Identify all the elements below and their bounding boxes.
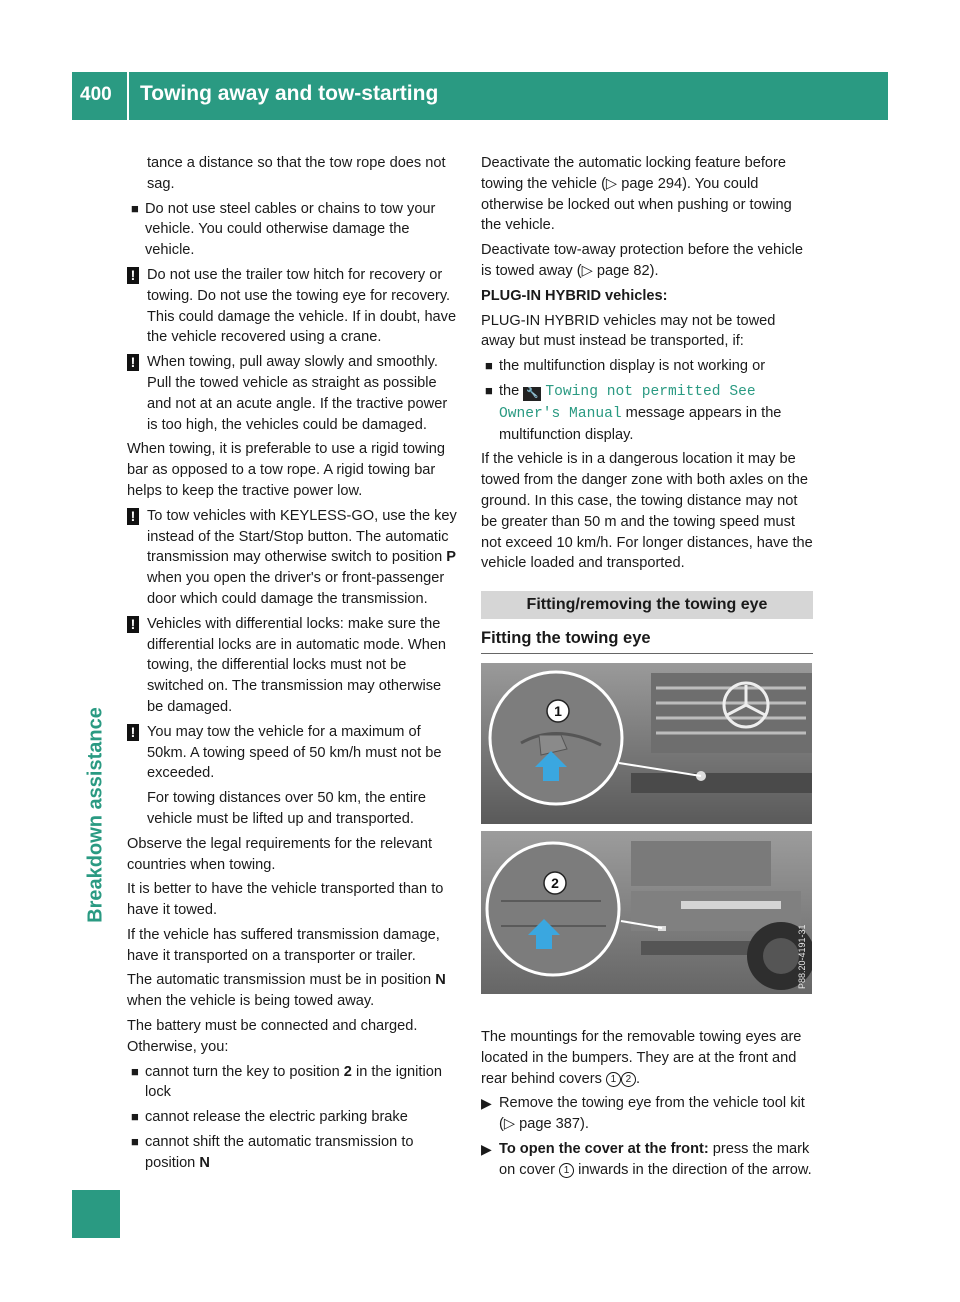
paragraph: If the vehicle has suffered transmission damage, have it transported on a transporter or trailer. — [127, 926, 440, 964]
right-column-bottom — [481, 1027, 813, 1185]
paragraph: Observe the legal requirements for the relevant countries when towing. — [127, 835, 433, 873]
section-side-label: Breakdown assistance — [84, 707, 107, 923]
warning-icon: ! — [127, 267, 139, 284]
subsection-rule — [481, 653, 813, 654]
paragraph: tance a distance so that the tow rope does not sag. — [147, 155, 446, 192]
paragraph: The mountings for the removable towing eyes are located in the bumpers. They are at the front and rear behind covers 1 2 . — [481, 1029, 802, 1087]
warning-note: ! Do not use the trailer tow hitch for recovery or towing. Do not use the towing eye for recovery. This could damage the vehicle. If in doubt, have the vehicle recovered using a crane. — [127, 265, 460, 348]
step-item: ▶ To open the cover at the front: press the mark on cover 1 inwards in the direction of the arrow. — [481, 1140, 812, 1178]
page-title: Towing away and tow-starting — [140, 82, 439, 105]
warning-note: ! When towing, pull away slowly and smoothly. Pull the towed vehicle as straight as possible and not at an acute angle. If the tractive power is too high, the vehicles could be damaged. — [127, 352, 460, 435]
paragraph: When towing, it is preferable to use a rigid towing bar as opposed to a tow rope. A rigid towing bar helps to keep the tractive power low. — [127, 441, 445, 499]
step-item: ▶ Remove the towing eye from the vehicle tool kit (▷ page 387). — [481, 1095, 805, 1133]
callout-ref-1: 1 — [606, 1072, 621, 1087]
paragraph: It is better to have the vehicle transported than to have it towed. — [127, 881, 444, 919]
paragraph: For towing distances over 50 km, the entire vehicle must be lifted up and transported. — [147, 790, 427, 827]
paragraph: Otherwise, you: — [127, 1038, 229, 1055]
callout-ref-1: 1 — [559, 1163, 574, 1178]
bullet-icon: ■ — [131, 1109, 139, 1125]
wrench-icon: 🔧 — [523, 387, 541, 401]
arrow-right-icon: ▶ — [481, 1140, 492, 1157]
paragraph: PLUG-IN HYBRID vehicles may not be towed away but must instead be transported, if: — [481, 312, 776, 350]
paragraph: Deactivate the automatic locking feature before towing the vehicle (▷ page 294). You could otherwise be locked out when pushing or towing the vehicle. — [481, 155, 792, 234]
warning-icon: ! — [127, 508, 139, 525]
warning-note: ! Vehicles with differential locks: make sure the differential locks are in automatic mode. When towing, the differential locks must not be switched on. The transmission may otherwise be damaged. — [127, 614, 460, 718]
page-number: 400 — [80, 84, 112, 105]
warning-icon: ! — [127, 724, 139, 741]
bullet-icon: ■ — [485, 358, 493, 374]
warning-icon: ! — [127, 616, 139, 633]
bullet-item: ■ Do not use steel cables or chains to tow your vehicle. You could otherwise damage the vehicle. — [131, 200, 436, 259]
paragraph: The automatic transmission must be in position N when the vehicle is being towed away. — [127, 972, 446, 1010]
display-message: Towing not permitted See Owner's Manual — [499, 383, 756, 422]
right-column — [481, 153, 813, 578]
bullet-item: ■ the multifunction display is not working or — [481, 356, 813, 377]
bullet-icon: ■ — [131, 1134, 139, 1150]
warning-icon: ! — [127, 354, 139, 371]
callout-ref-2: 2 — [621, 1072, 636, 1087]
header-divider — [127, 72, 129, 120]
bullet-item: ■ cannot shift the automatic transmission to position N — [131, 1134, 414, 1171]
arrow-right-icon: ▶ — [481, 1095, 492, 1112]
bullet-item: ■ the 🔧 Towing not permitted See Owner's Manual message appears in the multifunction display. — [485, 382, 782, 443]
figure-code: P88.20-4191-31 — [797, 924, 807, 989]
bullet-item: ■ cannot turn the key to position 2 in the ignition lock — [131, 1063, 442, 1101]
warning-note: ! To tow vehicles with KEYLESS-GO, use the key instead of the Start/Stop button. The automatic transmission may otherwise switch to position P when you open the driver's or front-passenger door which could damage the transmission. — [127, 506, 460, 610]
bullet-icon: ■ — [485, 382, 493, 398]
left-column — [127, 153, 460, 1178]
front-bumper-image — [481, 663, 812, 824]
paragraph: Deactivate tow-away protection before the vehicle is towed away (▷ page 82). — [481, 242, 804, 279]
paragraph-heading: PLUG-IN HYBRID vehicles: — [481, 287, 668, 304]
subsection-title: Fitting the towing eye — [481, 629, 651, 647]
paragraph: The battery must be connected and charged. — [127, 1018, 418, 1035]
rear-bumper-image — [481, 831, 812, 994]
warning-note: ! You may tow the vehicle for a maximum of 50km. A towing speed of 50 km/h must not be exceeded. — [127, 722, 460, 784]
paragraph: If the vehicle is in a dangerous location it may be towed from the danger zone with both axles on the ground. In this case, the towing distance may not be greater than 50 m and the towing speed must not exceed 10 km/h. For longer distances, have the vehicle loaded and transported. — [481, 451, 813, 572]
callout-1: 1 — [554, 703, 562, 719]
bullet-icon: ■ — [131, 200, 139, 216]
bullet-icon: ■ — [131, 1063, 139, 1079]
side-tab-marker — [72, 1190, 120, 1238]
callout-2: 2 — [551, 875, 559, 891]
section-title: Fitting/removing the towing eye — [481, 591, 813, 619]
bullet-item: ■ cannot release the electric parking brake — [127, 1107, 460, 1128]
